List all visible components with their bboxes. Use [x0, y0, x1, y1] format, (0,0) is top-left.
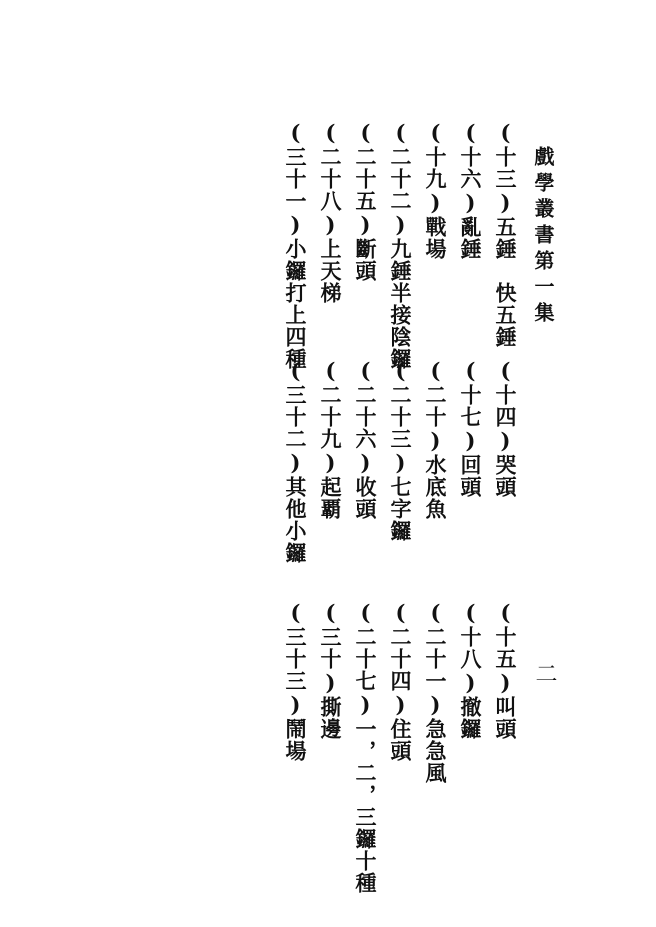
page-number: 二: [532, 662, 557, 685]
list-item: (三十)撕邊: [318, 600, 343, 740]
list-item: (二十五)斷頭: [353, 120, 378, 282]
list-item: (三十二)其他小鑼: [283, 358, 308, 564]
list-item: (三十三)鬧場: [283, 600, 308, 762]
list-item: (十八)撤鑼: [458, 600, 483, 740]
list-item: (二十七)一，二，三鑼十種: [353, 600, 378, 894]
list-item: (二十六)收頭: [353, 358, 378, 520]
list-item: (十九)戰場: [423, 120, 448, 260]
list-item: (二十)水底魚: [423, 358, 448, 520]
list-item: (二十二)九錘半接陰鑼: [388, 120, 413, 370]
list-item: (三十一)小鑼打上四種: [283, 120, 308, 370]
list-item: (二十九)起覇: [318, 358, 343, 520]
list-item: (十五)叫頭: [493, 600, 518, 740]
list-item: (二十一)急急風: [423, 600, 448, 784]
list-item: (十七)回頭: [458, 358, 483, 498]
running-header: 戲學叢書第一集: [531, 146, 555, 328]
list-item: (十三)五錘 快五錘: [493, 120, 518, 348]
list-item: (二十四)住頭: [388, 600, 413, 762]
list-item: (二十三)七字鑼: [388, 358, 413, 542]
list-item: (十六)亂錘: [458, 120, 483, 260]
list-item: (二十八)上天梯: [318, 120, 343, 304]
list-item: (十四)哭頭: [493, 358, 518, 498]
